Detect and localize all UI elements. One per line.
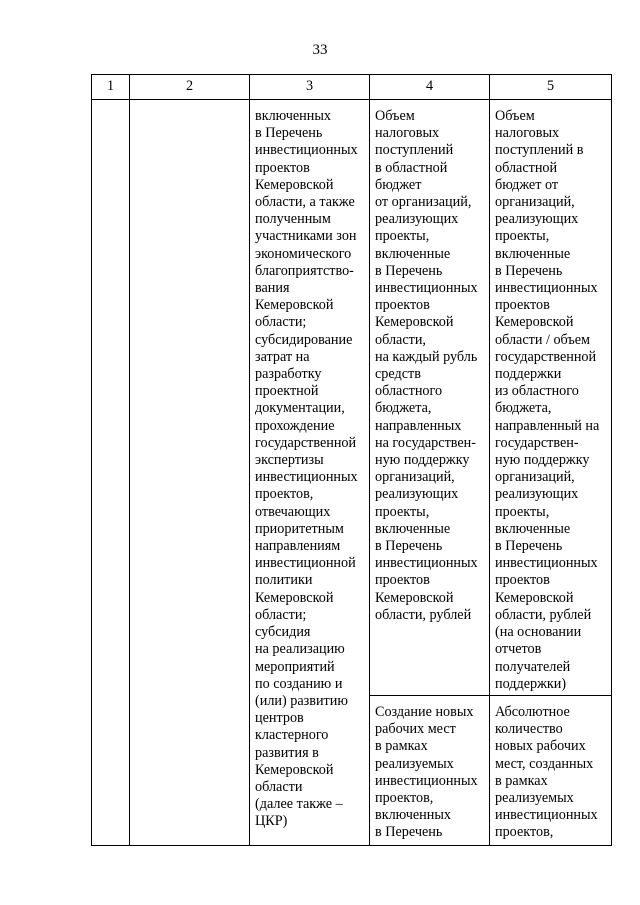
- header-col-4: 4: [370, 75, 490, 100]
- table-row: [92, 100, 612, 696]
- cell-col-1: [92, 100, 130, 846]
- measures-text: включенных в Перечень инвестиционных проектов Кемеровской области, а также полученным участниками зон экономического благоприятство- вания Кемеровской области; субсидирование затрат на разработку проектной документации, прохождение государственной экспертизы инвестиционных проектов, отвечающих приоритетным направлениям инвестиционной политики Кемеровской области; субсидия на реализацию мероприятий по созданию и (или) развитию центров кластерного развития в Кемеровской области (далее также – ЦКР): [255, 108, 358, 830]
- header-col-2: 2: [130, 75, 250, 100]
- cell-col-2: [130, 100, 250, 846]
- header-row: [92, 75, 612, 100]
- cell-col-4-indicator: [370, 695, 490, 845]
- page-number: 33: [312, 42, 328, 58]
- method-new-jobs: Абсолютное количество новых рабочих мест, созданных в рамках реализуемых инвестиционных проектов,: [495, 703, 598, 841]
- indicator-tax-revenue: Объем налоговых поступлений в областной бюджет от организаций, реализующих проекты, включенные в Перечень инвестиционных проектов Кемеровской области, на каждый рубль средств областного бюджета, направленных на государствен- ную поддержку организаций, реализующих проекты, включенные в Перечень инвестиционных проектов Кемеровской области, рублей: [375, 108, 478, 623]
- cell-col-5-method: [490, 695, 612, 845]
- header-col-5: 5: [490, 75, 612, 100]
- cell-col-4-indicator: [370, 100, 490, 696]
- cell-col-5-method: [490, 100, 612, 696]
- cell-col-3-measures: [250, 100, 370, 846]
- header-col-3: 3: [250, 75, 370, 100]
- indicators-table: [91, 74, 612, 846]
- header-col-1: 1: [92, 75, 130, 100]
- indicator-new-jobs: Создание новых рабочих мест в рамках реализуемых инвестиционных проектов, включенных в Перечень: [375, 703, 478, 841]
- method-tax-revenue: Объем налоговых поступлений в областной бюджет от организаций, реализующих проекты, включенные в Перечень инвестиционных проектов Кемеровской области / объем государственной поддержки из областного бюджета, направленный на государствен- ную поддержку организаций, реализующих проекты, включенные в Перечень инвестиционных проектов Кемеровской области, рублей (на основании отчетов получателей поддержки): [495, 108, 600, 692]
